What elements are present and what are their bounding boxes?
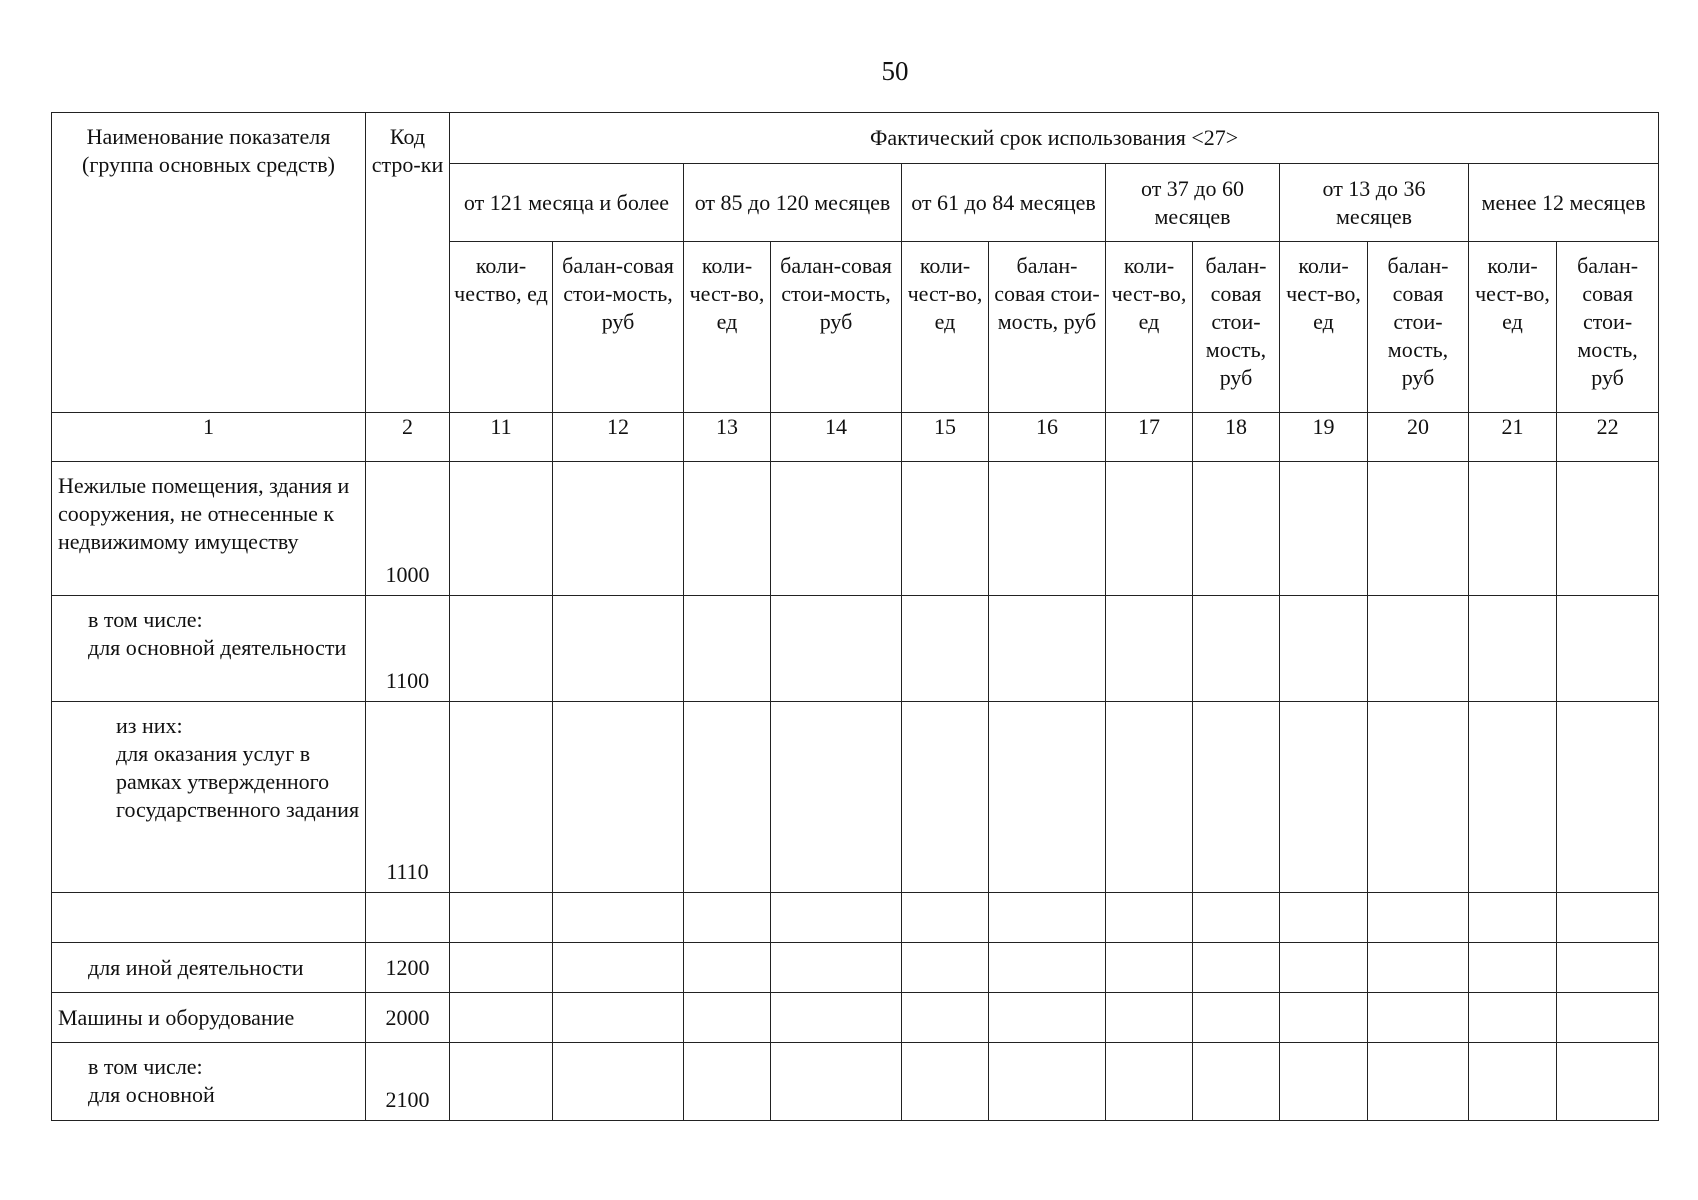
data-cell[interactable]: [1193, 596, 1280, 702]
row-label: из них: для оказания услуг в рамках утвержденного государственного задания: [52, 702, 366, 893]
data-cell[interactable]: [450, 1043, 553, 1121]
header-balance: балан-совая стои-мость, руб: [1368, 242, 1469, 413]
header-balance: балан-совая стои-мость, руб: [771, 242, 902, 413]
row-label: в том числе: для основной: [52, 1043, 366, 1121]
data-cell[interactable]: [902, 943, 989, 993]
header-group: от 121 месяца и более: [450, 164, 684, 242]
data-cell[interactable]: [902, 462, 989, 596]
data-cell[interactable]: [450, 596, 553, 702]
data-cell[interactable]: [771, 893, 902, 943]
column-number-row: [52, 413, 1659, 462]
fixed-assets-table: [51, 112, 1659, 1121]
header-qty: коли-чество, ед: [450, 242, 553, 413]
table-row: [52, 596, 1659, 702]
header-balance: балан-совая стои-мость, руб: [989, 242, 1106, 413]
header-code-col: Код стро-ки: [366, 113, 450, 413]
row-code: 2100: [366, 1043, 450, 1121]
data-cell[interactable]: [684, 702, 771, 893]
column-number: 17: [1106, 413, 1193, 462]
column-number: 11: [450, 413, 553, 462]
data-cell[interactable]: [902, 993, 989, 1043]
data-cell[interactable]: [1193, 1043, 1280, 1121]
column-number: 1: [52, 413, 366, 462]
data-cell[interactable]: [1557, 943, 1659, 993]
column-number: 21: [1469, 413, 1557, 462]
data-cell[interactable]: [684, 943, 771, 993]
data-cell[interactable]: [553, 702, 684, 893]
data-cell[interactable]: [771, 1043, 902, 1121]
row-label: для иной деятельности: [52, 943, 366, 993]
data-cell[interactable]: [989, 893, 1106, 943]
data-cell[interactable]: [989, 993, 1106, 1043]
data-cell[interactable]: [989, 702, 1106, 893]
data-cell[interactable]: [1193, 943, 1280, 993]
header-qty: коли-чест-во, ед: [684, 242, 771, 413]
data-cell[interactable]: [684, 462, 771, 596]
column-number: 16: [989, 413, 1106, 462]
data-cell[interactable]: [1469, 462, 1557, 596]
data-cell[interactable]: [1280, 893, 1368, 943]
data-cell[interactable]: [1368, 893, 1469, 943]
header-group: менее 12 месяцев: [1469, 164, 1659, 242]
row-code: 1000: [366, 462, 450, 596]
header-group: от 13 до 36 месяцев: [1280, 164, 1469, 242]
column-number: 14: [771, 413, 902, 462]
header-group: от 37 до 60 месяцев: [1106, 164, 1280, 242]
data-cell[interactable]: [684, 1043, 771, 1121]
data-cell[interactable]: [1469, 943, 1557, 993]
data-cell[interactable]: [450, 702, 553, 893]
header-row-1: [52, 113, 1659, 164]
data-cell[interactable]: [1193, 462, 1280, 596]
row-code: 1110: [366, 702, 450, 893]
data-cell[interactable]: [989, 462, 1106, 596]
data-cell[interactable]: [450, 943, 553, 993]
column-number: 20: [1368, 413, 1469, 462]
data-cell[interactable]: [1368, 462, 1469, 596]
header-qty: коли-чест-во, ед: [1280, 242, 1368, 413]
data-cell[interactable]: [450, 993, 553, 1043]
data-cell[interactable]: [1106, 1043, 1193, 1121]
row-label: [52, 893, 366, 943]
header-qty: коли-чест-во, ед: [902, 242, 989, 413]
data-cell[interactable]: [902, 596, 989, 702]
data-cell[interactable]: [771, 462, 902, 596]
data-cell[interactable]: [1368, 702, 1469, 893]
data-cell[interactable]: [1368, 596, 1469, 702]
header-qty: коли-чест-во, ед: [1106, 242, 1193, 413]
header-qty: коли-чест-во, ед: [1469, 242, 1557, 413]
data-cell[interactable]: [553, 943, 684, 993]
data-cell[interactable]: [1280, 462, 1368, 596]
data-cell[interactable]: [1280, 702, 1368, 893]
table-row: [52, 893, 1659, 943]
table-row: [52, 1043, 1659, 1121]
data-cell[interactable]: [1557, 893, 1659, 943]
data-cell[interactable]: [553, 993, 684, 1043]
data-cell[interactable]: [771, 943, 902, 993]
row-label: Нежилые помещения, здания и сооружения, не отнесенные к недвижимому имуществу: [52, 462, 366, 596]
data-cell[interactable]: [553, 893, 684, 943]
data-cell[interactable]: [553, 596, 684, 702]
data-cell[interactable]: [902, 702, 989, 893]
data-cell[interactable]: [1557, 1043, 1659, 1121]
row-label: Машины и оборудование: [52, 993, 366, 1043]
data-cell[interactable]: [1106, 702, 1193, 893]
header-balance: балан-совая стои-мость, руб: [553, 242, 684, 413]
data-cell[interactable]: [1193, 702, 1280, 893]
data-cell[interactable]: [989, 943, 1106, 993]
data-cell[interactable]: [1280, 596, 1368, 702]
column-number: 13: [684, 413, 771, 462]
data-cell[interactable]: [1469, 702, 1557, 893]
data-cell[interactable]: [1280, 943, 1368, 993]
header-balance: балан-совая стои-мость, руб: [1557, 242, 1659, 413]
row-code: [366, 893, 450, 943]
row-code: 1100: [366, 596, 450, 702]
data-cell[interactable]: [1557, 462, 1659, 596]
data-cell[interactable]: [450, 462, 553, 596]
data-cell[interactable]: [1106, 993, 1193, 1043]
data-cell[interactable]: [1557, 596, 1659, 702]
header-group: от 61 до 84 месяцев: [902, 164, 1106, 242]
data-cell[interactable]: [902, 893, 989, 943]
data-cell[interactable]: [553, 1043, 684, 1121]
column-number: 2: [366, 413, 450, 462]
table-row: [52, 943, 1659, 993]
column-number: 22: [1557, 413, 1659, 462]
data-cell[interactable]: [1469, 1043, 1557, 1121]
data-cell[interactable]: [1557, 993, 1659, 1043]
data-cell[interactable]: [1193, 893, 1280, 943]
data-cell[interactable]: [989, 596, 1106, 702]
data-cell[interactable]: [1280, 1043, 1368, 1121]
table-row: [52, 702, 1659, 893]
data-cell[interactable]: [1106, 893, 1193, 943]
data-cell[interactable]: [553, 462, 684, 596]
data-cell[interactable]: [684, 993, 771, 1043]
data-cell[interactable]: [1106, 596, 1193, 702]
row-code: 1200: [366, 943, 450, 993]
data-cell[interactable]: [1193, 993, 1280, 1043]
data-cell[interactable]: [771, 702, 902, 893]
column-number: 19: [1280, 413, 1368, 462]
column-number: 12: [553, 413, 684, 462]
header-period-title: Фактический срок использования <27>: [450, 113, 1659, 164]
data-cell[interactable]: [1368, 993, 1469, 1043]
data-cell[interactable]: [684, 893, 771, 943]
header-group: от 85 до 120 месяцев: [684, 164, 902, 242]
data-cell[interactable]: [1469, 596, 1557, 702]
data-cell[interactable]: [771, 993, 902, 1043]
table-row: [52, 462, 1659, 596]
data-cell[interactable]: [1106, 943, 1193, 993]
data-cell[interactable]: [1469, 993, 1557, 1043]
row-label: в том числе: для основной деятельности: [52, 596, 366, 702]
data-cell[interactable]: [1368, 1043, 1469, 1121]
data-cell[interactable]: [902, 1043, 989, 1121]
data-cell[interactable]: [1557, 702, 1659, 893]
column-number: 18: [1193, 413, 1280, 462]
data-cell[interactable]: [1280, 993, 1368, 1043]
data-cell[interactable]: [989, 1043, 1106, 1121]
data-cell[interactable]: [684, 596, 771, 702]
row-code: 2000: [366, 993, 450, 1043]
header-name-col: Наименование показателя (группа основных средств): [52, 113, 366, 413]
data-cell[interactable]: [771, 596, 902, 702]
table-row: [52, 993, 1659, 1043]
data-cell[interactable]: [1106, 462, 1193, 596]
header-balance: балан-совая стои-мость, руб: [1193, 242, 1280, 413]
page-number: 50: [881, 56, 909, 86]
data-cell[interactable]: [1368, 943, 1469, 993]
data-cell[interactable]: [450, 893, 553, 943]
column-number: 15: [902, 413, 989, 462]
data-cell[interactable]: [1469, 893, 1557, 943]
